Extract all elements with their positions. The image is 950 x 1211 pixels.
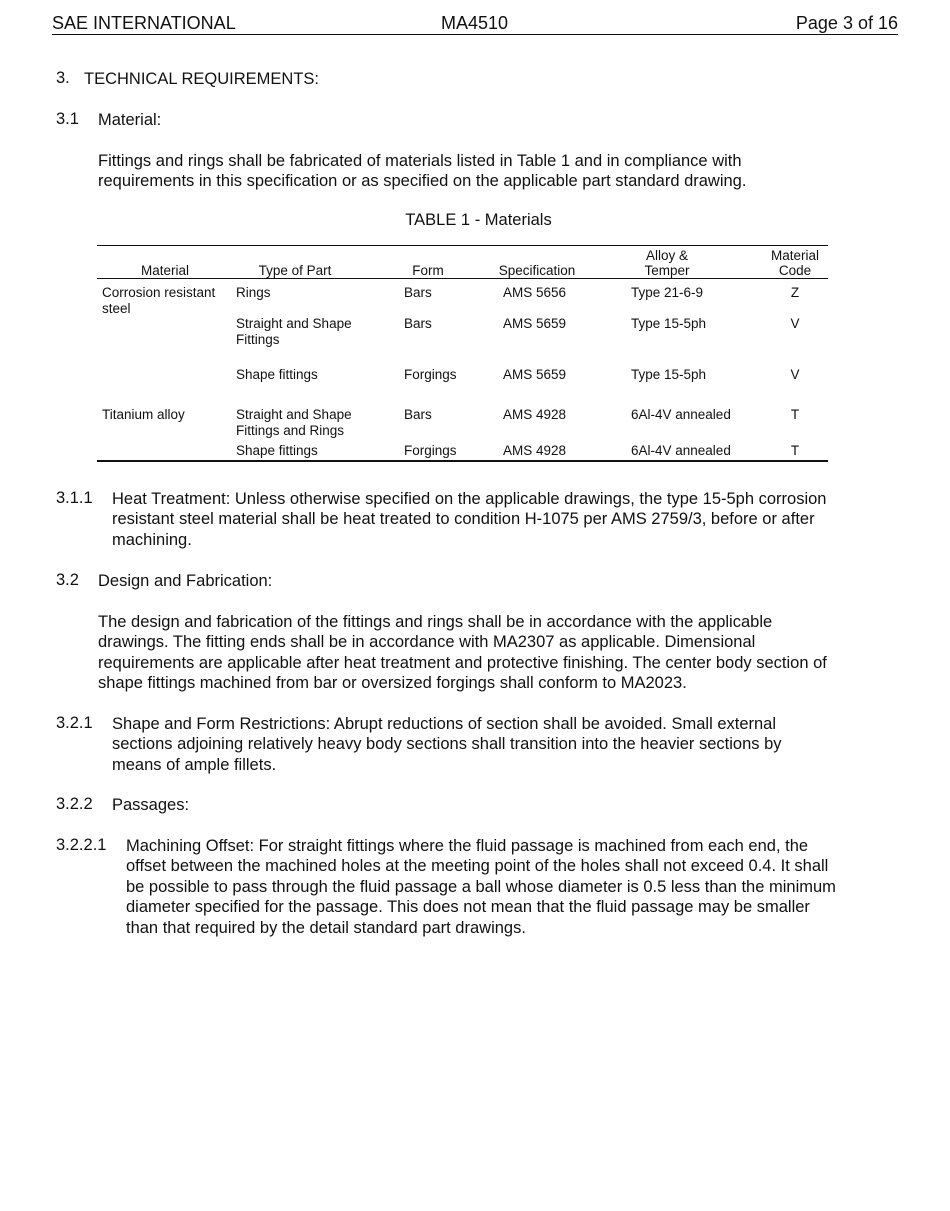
column-header-code: Code — [778, 263, 812, 278]
cell-alloy: 6Al-4V annealed — [631, 407, 731, 422]
cell-type: Shape fittings — [236, 367, 318, 382]
cell-material: Titanium alloy — [102, 407, 185, 422]
org-name: SAE INTERNATIONAL — [52, 13, 236, 33]
cell-alloy: Type 21-6-9 — [631, 285, 704, 300]
section-3-2-1-number: 3.2.1 — [56, 714, 93, 732]
cell-code: V — [790, 367, 800, 382]
section-3-2-2-number: 3.2.2 — [56, 795, 93, 813]
materials-table — [97, 245, 828, 462]
cell-spec: AMS 5659 — [503, 316, 567, 331]
cell-type: Straight and Shape — [236, 407, 352, 422]
cell-form: Forgings — [404, 367, 457, 382]
section-3-number: 3. — [56, 69, 70, 87]
paragraph-line: sections adjoining relatively heavy body sections shall transition into the heavier sections by — [112, 735, 782, 753]
cell-material: Corrosion resistant — [102, 285, 216, 300]
cell-code: Z — [790, 285, 800, 300]
section-3-1-title: Material: — [98, 111, 162, 129]
paragraph-line: Heat Treatment: Unless otherwise specified on the applicable drawings, the type 15-5ph corrosion — [112, 490, 827, 508]
document-number: MA4510 — [441, 13, 509, 33]
section-3-1-1-number: 3.1.1 — [56, 489, 93, 507]
cell-type: Fittings and Rings — [236, 423, 345, 438]
section-3-2-title: Design and Fabrication: — [98, 572, 273, 590]
column-header-type: Type of Part — [258, 263, 332, 278]
cell-alloy: Type 15-5ph — [631, 316, 707, 331]
cell-type: Straight and Shape — [236, 316, 352, 331]
cell-type: Rings — [236, 285, 271, 300]
page-number: Page 3 of 16 — [795, 13, 898, 33]
column-header-form: Form — [412, 263, 444, 278]
cell-spec: AMS 4928 — [503, 407, 567, 422]
paragraph-line: Shape and Form Restrictions: Abrupt reductions of section shall be avoided. Small external — [112, 715, 777, 733]
cell-alloy: 6Al-4V annealed — [631, 443, 731, 458]
cell-code: T — [790, 443, 800, 458]
paragraph-line: be possible to pass through the fluid passage a ball whose diameter is 0.5 less than the minimum — [126, 878, 836, 896]
paragraph-line: Machining Offset: For straight fittings where the fluid passage is machined from each end, the — [126, 837, 809, 855]
paragraph-line: requirements are applicable after heat treatment and protective finishing. The center body section of — [98, 654, 827, 672]
column-header-material-code: Material — [770, 248, 819, 263]
section-3-2-number: 3.2 — [56, 571, 79, 589]
cell-code: T — [790, 407, 800, 422]
cell-form: Bars — [404, 316, 432, 331]
cell-type: Fittings — [236, 332, 280, 347]
paragraph-line: offset between the machined holes at the meeting point of the holes shall not exceed 0.4. It shall — [126, 857, 829, 875]
paragraph-line: drawings. The fitting ends shall be in accordance with MA2307 as applicable. Dimensional — [98, 633, 756, 651]
cell-form: Bars — [404, 285, 432, 300]
paragraph-line: resistant steel material shall be heat treated to condition H-1075 per AMS 2759/3, before or after — [112, 510, 815, 528]
cell-material: steel — [102, 301, 131, 316]
cell-spec: AMS 4928 — [503, 443, 567, 458]
cell-code: V — [790, 316, 800, 331]
section-3-title: TECHNICAL REQUIREMENTS: — [84, 70, 319, 88]
paragraph-line: machining. — [112, 531, 192, 549]
paragraph-line: means of ample fillets. — [112, 756, 277, 774]
table-title: TABLE 1 - Materials — [405, 211, 552, 229]
section-3-2-2-1-number: 3.2.2.1 — [56, 836, 107, 854]
column-header-specification: Specification — [498, 263, 576, 278]
section-3-2-2-title: Passages: — [112, 796, 190, 814]
paragraph-line: Fittings and rings shall be fabricated of materials listed in Table 1 and in compliance with — [98, 152, 742, 170]
column-header-alloy: Alloy & — [645, 248, 689, 263]
cell-alloy: Type 15-5ph — [631, 367, 707, 382]
cell-form: Bars — [404, 407, 432, 422]
paragraph-line: The design and fabrication of the fittings and rings shall be in accordance with the applicable — [98, 613, 773, 631]
column-header-material: Material — [140, 263, 189, 278]
cell-type: Shape fittings — [236, 443, 318, 458]
paragraph-line: than that required by the detail standard part drawings. — [126, 919, 526, 937]
page-header — [52, 12, 898, 35]
cell-form: Forgings — [404, 443, 457, 458]
cell-spec: AMS 5659 — [503, 367, 567, 382]
section-3-1-number: 3.1 — [56, 110, 79, 128]
column-header-temper: Temper — [644, 263, 690, 278]
paragraph-line: shape fittings machined from bar or oversized forgings shall conform to MA2023. — [98, 674, 687, 692]
paragraph-line: requirements in this specification or as specified on the applicable part standard drawing. — [98, 172, 747, 190]
paragraph-line: diameter specified for the passage. This does not mean that the fluid passage may be smaller — [126, 898, 810, 916]
cell-spec: AMS 5656 — [503, 285, 567, 300]
header-divider — [97, 278, 828, 279]
